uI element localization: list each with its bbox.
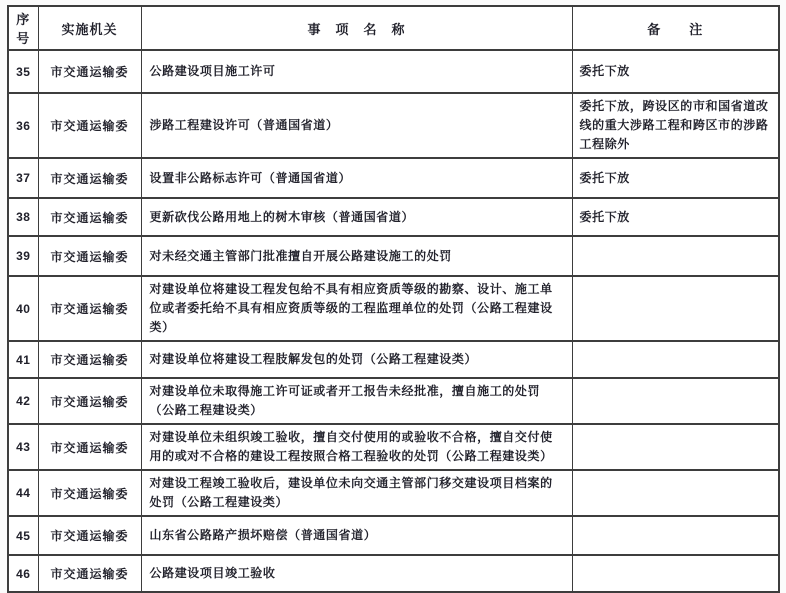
table-row (8, 470, 779, 516)
cell-serial-no: 37 (8, 158, 38, 198)
col-header-serial-no: 序号 (8, 6, 38, 50)
cell-remark: 委托下放 (572, 198, 779, 236)
cell-serial-no: 46 (8, 555, 38, 592)
cell-serial-no: 42 (8, 378, 38, 424)
cell-remark (572, 555, 779, 592)
cell-agency: 市交通运输委 (38, 470, 141, 516)
table-row (8, 341, 779, 378)
table-row (8, 158, 779, 198)
cell-remark (572, 341, 779, 378)
cell-remark (572, 378, 779, 424)
cell-item-name: 对建设单位将建设工程发包给不具有相应资质等级的勘察、设计、施工单位或者委托给不具有相应资质等级的工程监理单位的处罚（公路工程建设类） (141, 276, 572, 341)
cell-serial-no: 43 (8, 424, 38, 470)
table-row (8, 424, 779, 470)
cell-agency: 市交通运输委 (38, 93, 141, 158)
cell-item-name: 山东省公路路产损坏赔偿（普通国省道） (141, 516, 572, 555)
cell-item-name: 涉路工程建设许可（普通国省道） (141, 93, 572, 158)
cell-serial-no: 40 (8, 276, 38, 341)
cell-item-name: 更新砍伐公路用地上的树木审核（普通国省道） (141, 198, 572, 236)
col-header-remark: 备 注 (572, 6, 779, 50)
cell-agency: 市交通运输委 (38, 50, 141, 93)
cell-agency: 市交通运输委 (38, 424, 141, 470)
cell-agency: 市交通运输委 (38, 276, 141, 341)
table-row (8, 555, 779, 592)
cell-item-name: 公路建设项目施工许可 (141, 50, 572, 93)
cell-remark (572, 236, 779, 276)
cell-item-name: 对建设单位未取得施工许可证或者开工报告未经批准，擅自施工的处罚（公路工程建设类） (141, 378, 572, 424)
cell-serial-no: 36 (8, 93, 38, 158)
cell-item-name: 公路建设项目竣工验收 (141, 555, 572, 592)
cell-agency: 市交通运输委 (38, 516, 141, 555)
cell-remark: 委托下放，跨设区的市和国省道改线的重大涉路工程和跨区市的涉路工程除外 (572, 93, 779, 158)
cell-agency: 市交通运输委 (38, 378, 141, 424)
cell-remark (572, 516, 779, 555)
cell-agency: 市交通运输委 (38, 341, 141, 378)
cell-agency: 市交通运输委 (38, 198, 141, 236)
cell-item-name: 对建设单位将建设工程肢解发包的处罚（公路工程建设类） (141, 341, 572, 378)
administrative-items-table (7, 5, 780, 593)
cell-remark (572, 470, 779, 516)
table-body (8, 50, 779, 592)
table-row (8, 93, 779, 158)
cell-serial-no: 41 (8, 341, 38, 378)
table-row (8, 198, 779, 236)
header-row (8, 6, 779, 50)
cell-agency: 市交通运输委 (38, 158, 141, 198)
table-row (8, 276, 779, 341)
table-header (8, 6, 779, 50)
col-header-agency: 实施机关 (38, 6, 141, 50)
cell-item-name: 对未经交通主管部门批准擅自开展公路建设施工的处罚 (141, 236, 572, 276)
cell-agency: 市交通运输委 (38, 236, 141, 276)
cell-item-name: 设置非公路标志许可（普通国省道） (141, 158, 572, 198)
cell-remark: 委托下放 (572, 50, 779, 93)
cell-remark (572, 276, 779, 341)
cell-serial-no: 35 (8, 50, 38, 93)
cell-agency: 市交通运输委 (38, 555, 141, 592)
cell-serial-no: 39 (8, 236, 38, 276)
cell-serial-no: 44 (8, 470, 38, 516)
table-row (8, 378, 779, 424)
cell-item-name: 对建设单位未组织竣工验收，擅自交付使用的或验收不合格，擅自交付使用的或对不合格的建设工程按照合格工程验收的处罚（公路工程建设类） (141, 424, 572, 470)
table-row (8, 516, 779, 555)
col-header-item-name: 事 项 名 称 (141, 6, 572, 50)
cell-remark: 委托下放 (572, 158, 779, 198)
cell-serial-no: 45 (8, 516, 38, 555)
cell-item-name: 对建设工程竣工验收后，建设单位未向交通主管部门移交建设项目档案的处罚（公路工程建设类） (141, 470, 572, 516)
table-row (8, 50, 779, 93)
cell-serial-no: 38 (8, 198, 38, 236)
table-row (8, 236, 779, 276)
cell-remark (572, 424, 779, 470)
